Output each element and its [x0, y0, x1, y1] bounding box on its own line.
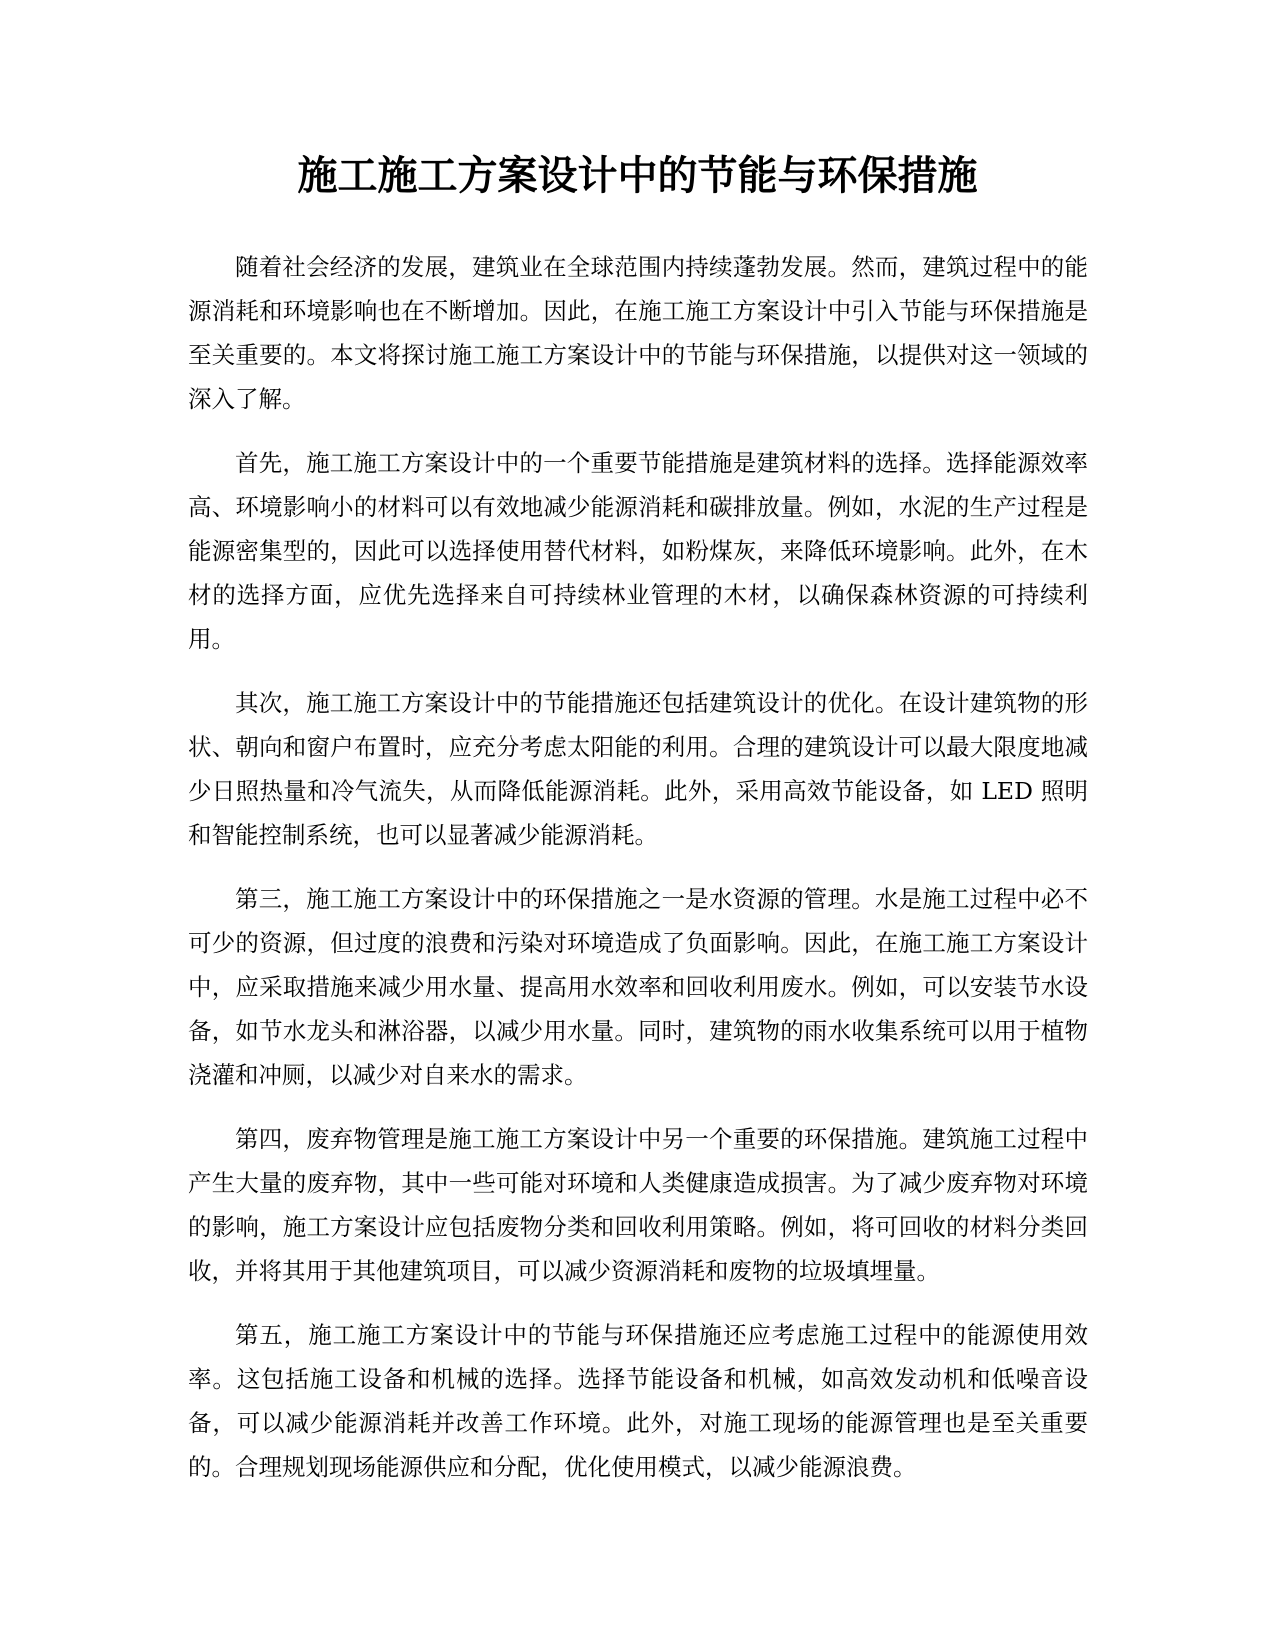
document-body	[188, 245, 1088, 1509]
paragraph-materials: 首先，施工施工方案设计中的一个重要节能措施是建筑材料的选择。选择能源效率高、环境影响小的材料可以有效地减少能源消耗和碳排放量。例如，水泥的生产过程是能源密集型的，因此可以选择使用替代材料，如粉煤灰，来降低环境影响。此外，在木材的选择方面，应优先选择来自可持续林业管理的木材，以确保森林资源的可持续利用。	[188, 449, 1088, 653]
paragraph-water-management: 第三，施工施工方案设计中的环保措施之一是水资源的管理。水是施工过程中必不可少的资源，但过度的浪费和污染对环境造成了负面影响。因此，在施工施工方案设计中，应采取措施来减少用水量、提高用水效率和回收利用废水。例如，可以安装节水设备，如节水龙头和淋浴器，以减少用水量。同时，建筑物的雨水收集系统可以用于植物浇灌和冲厕，以减少对自来水的需求。	[188, 885, 1088, 1089]
paragraph-waste-management: 第四，废弃物管理是施工施工方案设计中另一个重要的环保措施。建筑施工过程中产生大量的废弃物，其中一些可能对环境和人类健康造成损害。为了减少废弃物对环境的影响，施工方案设计应包括废物分类和回收利用策略。例如，将可回收的材料分类回收，并将其用于其他建筑项目，可以减少资源消耗和废物的垃圾填埋量。	[188, 1125, 1088, 1285]
document-title: 施工施工方案设计中的节能与环保措施	[297, 153, 978, 199]
paragraph-energy-efficiency: 第五，施工施工方案设计中的节能与环保措施还应考虑施工过程中的能源使用效率。这包括施工设备和机械的选择。选择节能设备和机械，如高效发动机和低噪音设备，可以减少能源消耗并改善工作环境。此外，对施工现场的能源管理也是至关重要的。合理规划现场能源供应和分配，优化使用模式，以减少能源浪费。	[188, 1321, 1088, 1481]
paragraph-intro: 随着社会经济的发展，建筑业在全球范围内持续蓬勃发展。然而，建筑过程中的能源消耗和环境影响也在不断增加。因此，在施工施工方案设计中引入节能与环保措施是至关重要的。本文将探讨施工施工方案设计中的节能与环保措施，以提供对这一领域的深入了解。	[188, 253, 1088, 413]
paragraph-design-optimization: 其次，施工施工方案设计中的节能措施还包括建筑设计的优化。在设计建筑物的形状、朝向和窗户布置时，应充分考虑太阳能的利用。合理的建筑设计可以最大限度地减少日照热量和冷气流失，从而降低能源消耗。此外，采用高效节能设备，如 LED 照明和智能控制系统，也可以显著减少能源消耗。	[188, 689, 1088, 849]
